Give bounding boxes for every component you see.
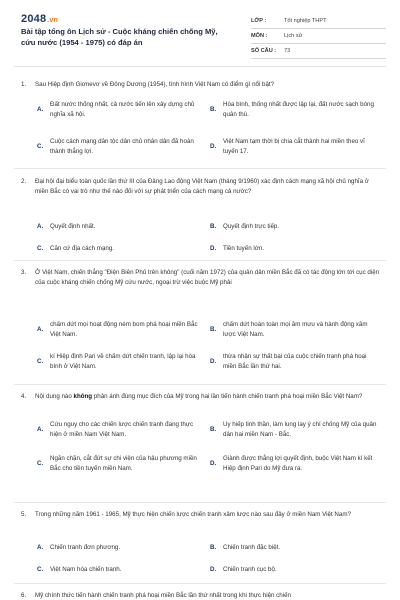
question-text: Đại hội đại biểu toàn quốc lần thứ III của Đảng Lao động Việt Nam (tháng 9/1960) xác định cách mạng xã hội chủ nghĩa ở miền Bắc có vai trò như thế nào đối với sự phát triển của cách mạng cả nước? (35, 178, 369, 195)
meta-row-count (251, 44, 386, 59)
question-number: 3. (21, 269, 27, 276)
question-5 (21, 510, 383, 520)
question-1 (21, 80, 383, 90)
question-number: 1. (21, 81, 27, 88)
option-c[interactable]: C. Căn cứ địa cách mạng. (37, 245, 114, 252)
option-d[interactable]: D. Giành được thắng lợi quyết định, buộc Việt Nam kí kết Hiệp định Pari do Mỹ đưa ra. (210, 455, 373, 472)
question-stem (21, 510, 383, 520)
question-6 (21, 591, 383, 600)
document-header (0, 0, 400, 66)
meta-value: 73 (284, 48, 291, 54)
option-a[interactable]: A. chấm dứt mọi hoạt động ném bom phá hoại miền Bắc Việt Nam. (37, 321, 198, 338)
site-logo[interactable]: 2048.vn (21, 13, 58, 25)
option-d[interactable]: D. thừa nhận sự thất bại của cuộc chiến tranh phá hoại miền Bắc lần thứ hai. (210, 353, 367, 370)
question-number: 2. (21, 178, 27, 185)
question-number: 5. (21, 511, 27, 518)
header-divider (14, 66, 386, 67)
option-a[interactable]: A. Đất nước thống nhất, cả nước tiến lên xây dựng chủ nghĩa xã hội. (37, 101, 195, 118)
question-stem (21, 591, 383, 600)
meta-table (251, 14, 386, 59)
option-b[interactable]: B. chấm dứt hoàn toàn mọi âm mưu và hành động xâm lược Việt Nam. (210, 321, 368, 338)
question-stem (21, 392, 383, 402)
document-title: Bài tập tổng ôn Lịch sử - Cuộc kháng chiến chống Mỹ, cứu nước (1954 - 1975) có đáp án (21, 27, 218, 47)
option-c[interactable]: C. kí Hiệp định Pari về chấm dứt chiến tranh, lập lại hòa bình ở Việt Nam. (37, 353, 196, 370)
option-d[interactable]: D. Tiền tuyến lớn. (210, 245, 264, 252)
question-2 (21, 177, 383, 196)
question-stem (21, 80, 383, 90)
question-divider (14, 168, 386, 169)
meta-row-subject (251, 29, 386, 44)
question-3 (21, 268, 383, 287)
option-b[interactable]: B. Chiến tranh đặc biệt. (210, 544, 281, 551)
question-text: Sau Hiệp định Giơnevơ về Đông Dương (1954), tình hình Việt Nam có điểm gì nổi bật? (35, 81, 275, 88)
question-text: Nội dung nào không phản ánh đúng mục đích của Mỹ trong hai lần tiến hành chiến tranh phá hoại miền Bắc Việt Nam? (35, 393, 363, 400)
meta-value: Lịch sử (284, 33, 303, 39)
question-divider (14, 502, 386, 503)
question-text: Mỹ chính thức tiến hành chiến tranh phá hoại miền Bắc lần thứ nhất trong khi thực hiện chiến (35, 592, 291, 599)
option-a[interactable]: A. Quyết định nhất. (37, 223, 96, 230)
option-d[interactable]: D. Việt Nam tạm thời bị chia cắt thành hai miền theo vĩ tuyến 17. (210, 138, 365, 155)
meta-row-grade (251, 14, 386, 29)
question-number: 6. (21, 592, 27, 599)
question-divider (14, 260, 386, 261)
question-text: Ở Việt Nam, chiến thắng "Điện Biên Phủ trên không" (cuối năm 1972) của quân dân miền Bắc đã có tác động lớn tới cục diện của cuộc kháng chiến chống Mỹ cứu nước, ngoại trừ việc buộc Mỹ phải (35, 269, 380, 286)
option-b[interactable]: B. Quyết định trực tiếp. (210, 223, 280, 230)
meta-label: LỚP : (251, 18, 267, 24)
option-a[interactable]: A. Chiến tranh đơn phương. (37, 544, 121, 551)
meta-label: MÔN : (251, 33, 268, 39)
question-stem (21, 177, 383, 196)
emphasis-not: không (73, 393, 93, 400)
question-stem (21, 268, 383, 287)
meta-value: Tốt nghiệp THPT (284, 18, 327, 24)
option-d[interactable]: D. Chiến tranh cục bộ. (210, 566, 277, 573)
question-divider (14, 583, 386, 584)
option-a[interactable]: A. Cứu nguy cho các chiến lược chiến tranh đang thực hiện ở miền Nam Việt Nam. (37, 421, 194, 438)
question-number: 4. (21, 393, 27, 400)
option-c[interactable]: C. Cuộc cách mạng dân tộc dân chủ nhân dân đã hoàn thành thắng lợi. (37, 138, 194, 155)
meta-label: SỐ CÂU : (251, 48, 277, 54)
option-c[interactable]: C. Ngăn chặn, cắt đứt sự chi viện của hậu phương miền Bắc cho tiền tuyến miền Nam. (37, 455, 197, 472)
question-text: Trong những năm 1961 - 1965, Mỹ thực hiện chiến lược chiến tranh xâm lược nào sau đây ở miền Nam Việt Nam? (35, 511, 351, 518)
option-b[interactable]: B. Uy hiếp tinh thần, làm lung lay ý chí chống Mỹ của quân dân hai miền Nam - Bắc. (210, 421, 377, 438)
option-b[interactable]: B. Hòa bình, thống nhất được lập lại, đất nước sạch bóng quân thù. (210, 101, 374, 118)
question-4 (21, 392, 383, 402)
question-divider (14, 384, 386, 385)
option-c[interactable]: C. Việt Nam hóa chiến tranh. (37, 566, 122, 573)
